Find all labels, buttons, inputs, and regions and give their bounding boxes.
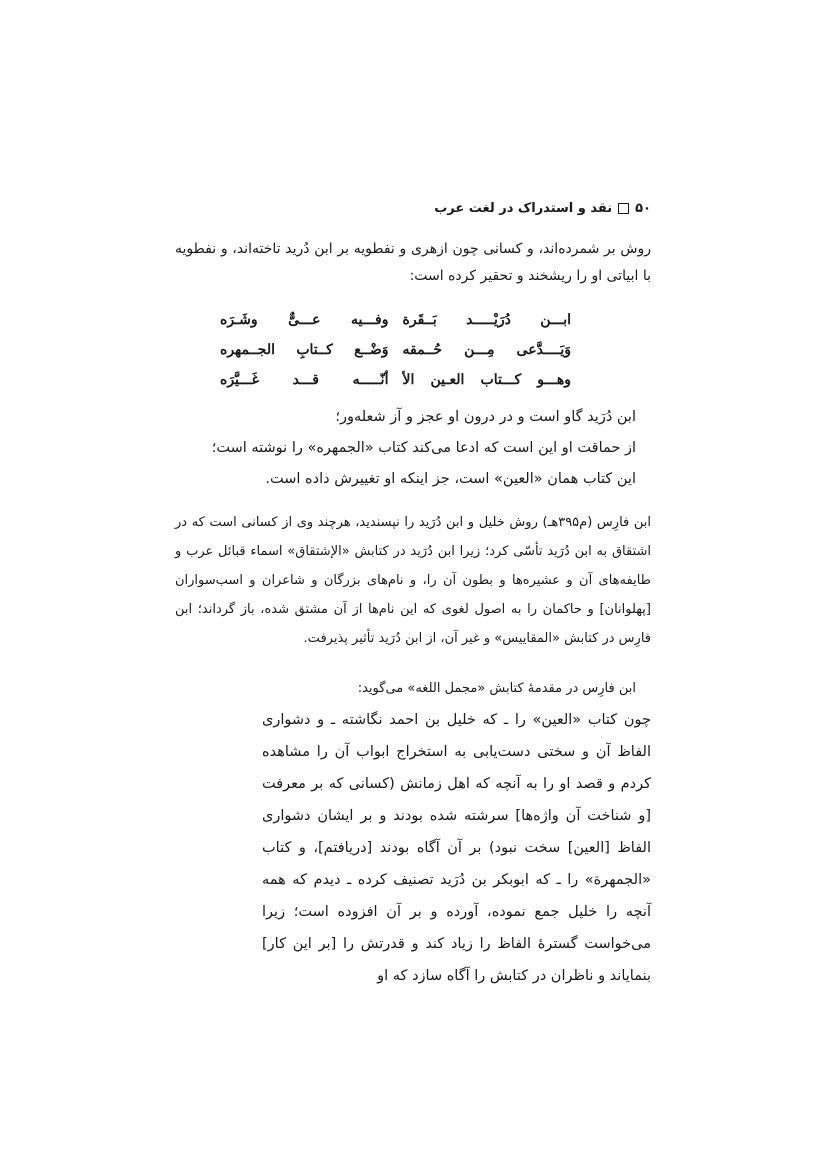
page-number: ۵۰ [635,200,651,216]
verse-hemistich-right: وهـــو کـــتاب العـین الأ [402,372,571,388]
paragraph-1: روش بر شمرده‌اند، و کسانی چون ازهری و نفطویه بر ابن دُرید تاخته‌اند، و نفطویه با ابیاتی او را ریشخند و تحقیر کرده است: [175,241,651,284]
verse-hemistich-right: ابـــن دُرَیْـــــد بَــقَرة [402,312,571,328]
verse-hemistich-left: وفـــیه عـــیٌّ وشَـرَه [220,312,389,328]
verse-translation [175,402,636,495]
verse-hemistich-left: أنّـــــه قـــد غَـــیَّرَه [220,372,389,388]
paragraph-2: ابن فارِس (م۳۹۵هـ) روش خلیل و ابن دُرَید را نپسندید، هرچند وی از کسانی است که در اشتقاق به ابن دُرَید تأسّی کرد؛ زیرا ابن دُرَید در کتابش «الإشتقاق» اسماء قبائل عرب و طایفه‌های آن و عشیره‌ها و بطون آن را، و نام‌های بزرگان و شاعران و اسب‌سواران [پهلوانان] و حاکمان را به اصول لغوی که این نام‌ها از آن مشتق شده، باز گرداند؛ ابن فارِس در کتابش «المقاییس» و غیر آن، از ابن دُرَید تأثیر پذیرفت. [175,515,651,646]
block-quote: چون کتاب «العین» را ـ که خلیل بن احمد نگاشته ـ و دشواری الفاظ آن و سختی دست‌یابی به استخراج ابواب آن را مشاهده کردم و قصد او را به آنچه که اهل زمانش (کسانی که بر معرفت [و شناخت آن واژه‌ها] سرشته شده بودند و بر ایشان دشواری الفاظ [العین] سخت نبود) بر آن آگاه بودند [دریافتم]، و کتاب «الجمهرة» را ـ که ابوبکر بن دُرَید تصنیف کرده ـ دیدم که همه آنچه را خلیل جمع نموده، آورده و بر آن افزوده است؛ زیرا می‌خواست گسترهٔ الفاظ را زیاد کند و قدرتش را [بر این کار] بنمایاند و ناظران در کتابش را آگاه سازد که او [262,712,651,984]
verse-line [220,365,571,395]
verse-line [220,335,571,365]
running-header [175,196,651,220]
translation-line: از حماقت او این است که ادعا می‌کند کتاب «الجمهره» را نوشته است؛ [211,440,636,456]
quote-intro: ابن فارِس در مقدمهٔ کتابش «مجمل اللغه» می‌گوید: [357,681,636,696]
verse-hemistich-right: وَیَــــدَّعی مِـــن حُــمقه [402,342,571,358]
running-title: نقد و استدراک در لغت عرب [434,200,613,216]
translation-line: ابن دُرَید گاو است و در درون او عجز و آز شعله‌ور؛ [335,409,636,425]
verse-hemistich-left: وَضْــع کــتابِ الجــمهره [220,342,389,358]
square-bullet-icon [618,203,629,214]
translation-line: این کتاب همان «العین» است، جز اینکه او تغییرش داده است. [265,471,636,487]
poem-verses [220,305,571,395]
verse-line [220,305,571,335]
